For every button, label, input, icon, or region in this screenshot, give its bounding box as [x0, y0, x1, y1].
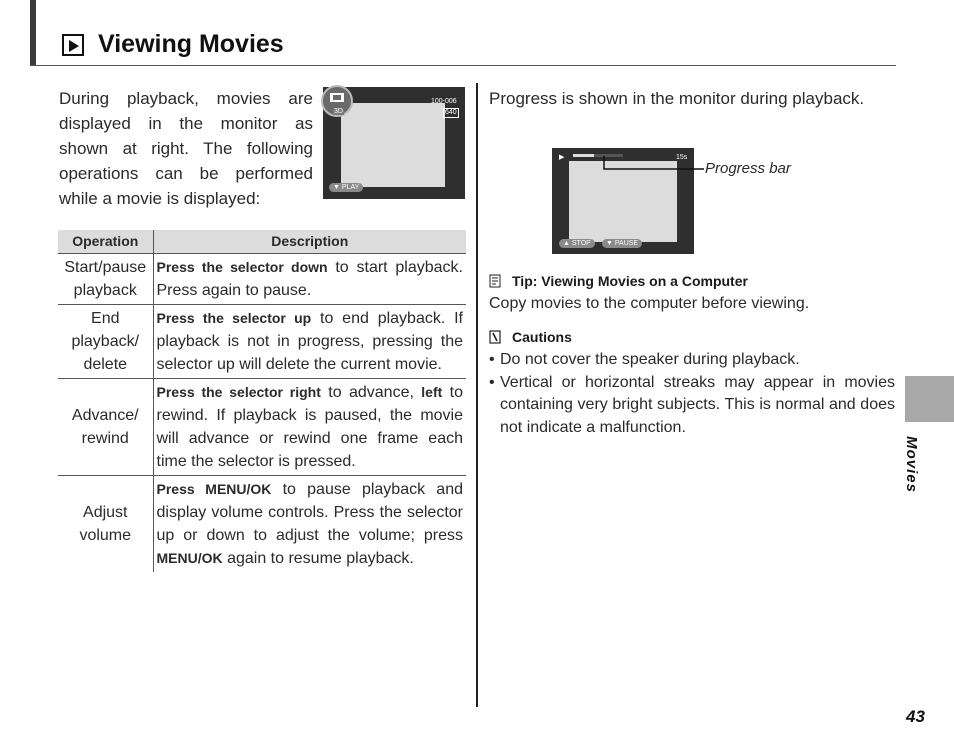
description-cell [153, 475, 466, 572]
table-row [58, 253, 466, 304]
playback-icon [62, 34, 84, 56]
play-indicator-icon: ▶ [559, 154, 565, 161]
column-divider [476, 83, 478, 707]
list-item: • Vertical or horizontal streaks may appear in movies containing very bright subjects. This is normal and does not indicate a malfunction. [489, 372, 895, 440]
operation-cell: Advance/ rewind [58, 378, 153, 475]
list-item: • Do not cover the speaker during playback. [489, 349, 895, 372]
keyword: MENU/OK [156, 549, 223, 566]
operation-cell: End playback/ delete [58, 304, 153, 378]
down-arrow-icon: ▼ [606, 240, 613, 247]
down-arrow-icon: ▼ [333, 184, 340, 191]
table-row [58, 304, 466, 378]
title-accent-bar [30, 0, 36, 66]
section-label [902, 430, 925, 500]
header-operation: Operation [58, 230, 153, 253]
frame-number: 100-006 [431, 98, 457, 105]
pause-pill [602, 239, 642, 248]
section-label-text: Movies [902, 436, 920, 493]
progress-bar-label: Progress bar [705, 160, 791, 177]
page-number: 43 [906, 707, 925, 726]
size-badge: 640 [445, 109, 457, 116]
intro-paragraph: During playback, movies are displayed in the monitor as shown at right. The following operations can be performed while a movie is displayed: [59, 89, 313, 208]
keyword: Press the selector up [156, 309, 312, 326]
description-cell [153, 304, 466, 378]
caution-icon [489, 330, 501, 344]
cautions-heading: Cautions [512, 329, 572, 345]
header-description: Description [153, 230, 466, 253]
tip-icon [489, 274, 501, 288]
operation-cell: Adjust volume [58, 475, 153, 572]
play-label: PLAY [341, 184, 360, 191]
operations-table [58, 230, 466, 572]
keyword: Press the selector right [156, 383, 321, 400]
description-cell [153, 253, 466, 304]
play-pill [329, 183, 363, 192]
table-row [58, 378, 466, 475]
operation-cell: Start/pause playback [58, 253, 153, 304]
up-arrow-icon: ▲ [563, 240, 570, 247]
section-tab [905, 376, 954, 422]
description-text: to advance, [320, 383, 422, 401]
stop-label: STOP [571, 240, 591, 247]
description-text: to start playback. Press again to pause. [156, 258, 463, 299]
description-cell [153, 378, 466, 475]
keyword: left [421, 383, 443, 400]
playback-screen [323, 87, 465, 199]
title-rule [30, 65, 896, 66]
description-text: to pause playback and display volume controls. Press the selector up or down to adjust the volume; press [156, 480, 463, 544]
progress-bar-fill [573, 154, 594, 157]
description-text: to rewind. If playback is paused, the movie will advance or rewind one frame each time the selector is pressed. [156, 383, 463, 470]
description-text: to end playback. If playback is not in progress, pressing the selector up will delete the current movie. [156, 309, 463, 373]
movie-mode-icon [319, 83, 359, 123]
progress-bar-callout-line [600, 155, 710, 175]
elapsed-time: 15s [676, 154, 688, 161]
cautions-list [489, 349, 895, 439]
tip-heading: Tip: Viewing Movies on a Computer [512, 273, 748, 289]
tip-body: Copy movies to the computer before viewing. [489, 295, 810, 312]
table-row [58, 475, 466, 572]
pause-label: PAUSE [614, 240, 639, 247]
progress-paragraph: Progress is shown in the monitor during playback. [489, 89, 865, 108]
mode-badge: 3D [334, 108, 343, 115]
description-text: again to resume playback. [222, 549, 414, 567]
keyword: Press MENU/OK [156, 480, 272, 497]
stop-pill [559, 239, 595, 248]
table-header-row [58, 230, 466, 253]
keyword: Press the selector down [156, 258, 328, 275]
page-title: Viewing Movies [98, 30, 284, 58]
